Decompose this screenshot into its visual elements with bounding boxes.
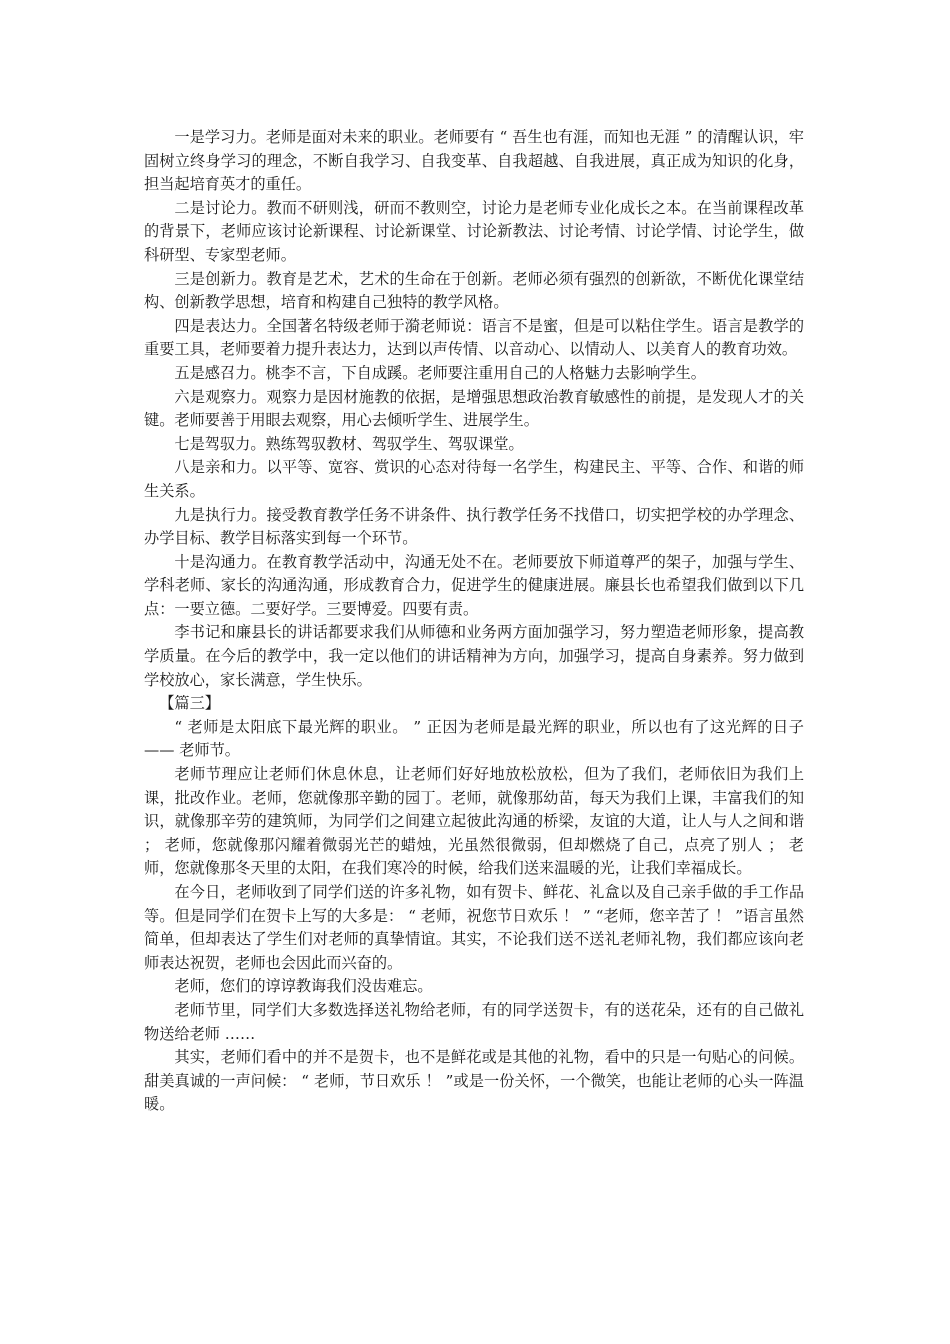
paragraph-greeting: 其实，老师们看中的并不是贺卡，也不是鲜花或是其他的礼物，看中的只是一句贴心的问候。甜美真诚的一声问候： “ 老师，节日欢乐 ！ ”或是一份关怀，一个微笑，也能让老师的心头一阵温暖。	[144, 1048, 804, 1114]
paragraph-control-ability: 七是驾驭力。熟练驾驭教材、驾驭学生、驾驭课堂。	[174, 434, 524, 453]
paragraph-teachers-day-intro: “ 老师是太阳底下最光辉的职业。 ” 正因为老师是最光辉的职业，所以也有了这光辉的日子 —— 老师节。	[144, 717, 804, 760]
paragraph-speech-summary: 李书记和廉县长的讲话都要求我们从师德和业务两方面加强学习，努力塑造老师形象，提高教学质量。在今后的教学中，我一定以他们的讲话精神为方向，加强学习，提高自身素养。努力做到学校放心，家长满意，学生快乐。	[144, 623, 804, 689]
paragraph-gratitude: 老师，您们的谆谆教诲我们没齿难忘。	[174, 977, 433, 996]
document-body	[144, 126, 804, 1117]
paragraph-research-ability: 二是讨论力。教而不研则浅，研而不教则空，讨论力是老师专业化成长之本。在当前课程改革的背景下，老师应该讨论新课程、讨论新课堂、讨论新教法、讨论考情、讨论学情、讨论学生，做科研型、专家型老师。	[144, 198, 804, 264]
paragraph-communication-ability: 十是沟通力。在教育教学活动中，沟通无处不在。老师要放下师道尊严的架子，加强与学生、学科老师、家长的沟通沟通，形成教育合力，促进学生的健康进展。廉县长也希望我们做到以下几点：一要立德。二要好学。三要博爱。四要有责。	[144, 552, 804, 618]
paragraph-observation-ability: 六是观察力。观察力是因材施教的依据，是增强思想政治教育敏感性的前提，是发现人才的关键。老师要善于用眼去观察，用心去倾听学生、进展学生。	[144, 387, 804, 430]
section-heading-part-three: 【篇三】	[159, 694, 220, 713]
paragraph-gift-choices: 老师节里，同学们大多数选择送礼物给老师，有的同学送贺卡，有的送花朵，还有的自己做礼物送给老师 ……	[144, 1000, 804, 1043]
paragraph-learning-ability: 一是学习力。老师是面对未来的职业。老师要有 “ 吾生也有涯，而知也无涯 ” 的清醒认识，牢固树立终身学习的理念，不断自我学习、自我变革、自我超越、自我进展，真正成为知识的化身，担当起培育英才的重任。	[144, 128, 804, 194]
paragraph-charisma: 五是感召力。桃李不言，下自成蹊。老师要注重用自己的人格魅力去影响学生。	[174, 363, 706, 382]
paragraph-gifts: 在今日，老师收到了同学们送的许多礼物，如有贺卡、鲜花、礼盒以及自己亲手做的手工作品等。但是同学们在贺卡上写的大多是： “ 老师，祝您节日欢乐 ！ ” “老师，您辛苦了 ！ ”语言虽然简单，但却表达了学生们对老师的真挚情谊。其实，不论我们送不送礼老师礼物，我们都应该向老师表达祝贺，老师也会因此而兴奋的。	[144, 883, 804, 972]
paragraph-execution-ability: 九是执行力。接受教育教学任务不讲条件、执行教学任务不找借口，切实把学校的办学理念、办学目标、教学目标落实到每一个环节。	[144, 505, 804, 548]
paragraph-teachers-day-work: 老师节理应让老师们休息休息，让老师们好好地放松放松，但为了我们，老师依旧为我们上课，批改作业。老师，您就像那辛勤的园丁。老师，就像那幼苗，每天为我们上课，丰富我们的知识，就像那辛劳的建筑师，为同学们之间建立起彼此沟通的桥梁，友谊的大道，让人与人之间和谐 ； 老师，您就像那闪耀着微弱光芒的蜡烛，光虽然很微弱，但却燃烧了自己，点亮了别人 ； 老师，您就像那冬天里的太阳，在我们寒冷的时候，给我们送来温暖的光，让我们幸福成长。	[144, 765, 804, 878]
paragraph-innovation-ability: 三是创新力。教育是艺术，艺术的生命在于创新。老师必须有强烈的创新欲，不断优化课堂结构、创新教学思想，培育和构建自己独特的教学风格。	[144, 269, 804, 312]
paragraph-expression-ability: 四是表达力。全国著名特级老师于漪老师说：语言不是蜜，但是可以粘住学生。语言是教学的重要工具，老师要着力提升表达力，达到以声传情、以音动心、以情动人、以美育人的教育功效。	[144, 316, 804, 359]
paragraph-affinity: 八是亲和力。以平等、宽容、赏识的心态对待每一名学生，构建民主、平等、合作、和谐的师生关系。	[144, 458, 804, 500]
